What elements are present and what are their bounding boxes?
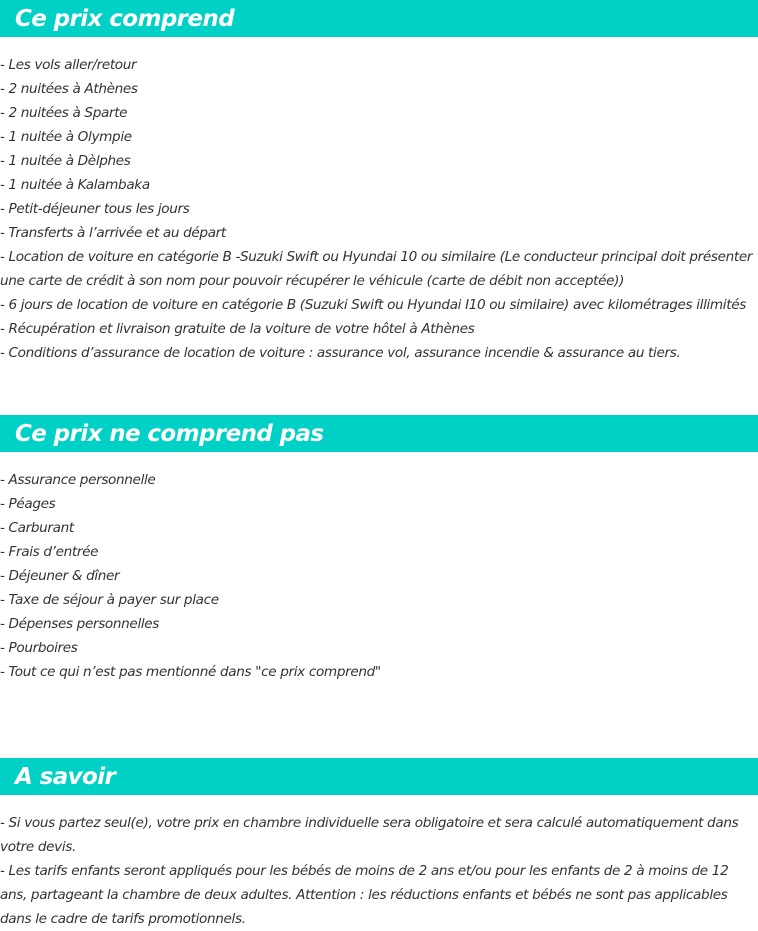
- list-item: - 1 nuitée à Dèlphes: [0, 153, 131, 169]
- included-section-header: [0, 0, 758, 37]
- good-to-know-paragraph: - Si vous partez seul(e), votre prix en chambre individuelle sera obligatoire et sera calculé automatiquement dans votre devis.: [0, 815, 739, 855]
- list-item: - 2 nuitées à Sparte: [0, 105, 128, 121]
- list-item: - Location de voiture en catégorie B -Suzuki Swift ou Hyundai 10 ou similaire (Le conducteur principal doit présenter une carte de crédit à son nom pour pouvoir récupérer le véhicule (carte de débit non acceptée)): [0, 249, 753, 289]
- list-item: - Les vols aller/retour: [0, 57, 137, 73]
- list-item: - Carburant: [0, 520, 74, 536]
- list-item: - Assurance personnelle: [0, 472, 156, 488]
- list-item: - Petit-déjeuner tous les jours: [0, 201, 190, 217]
- excluded-list: [0, 468, 758, 684]
- list-item: - 1 nuitée à Kalambaka: [0, 177, 150, 193]
- list-item: - Péages: [0, 496, 56, 512]
- list-item: - 6 jours de location de voiture en catégorie B (Suzuki Swift ou Hyundai I10 ou similaire) avec kilométrages illimités: [0, 297, 746, 313]
- list-item: - Conditions d’assurance de location de voiture : assurance vol, assurance incendie & assurance au tiers.: [0, 345, 681, 361]
- list-item: - Récupération et livraison gratuite de la voiture de votre hôtel à Athènes: [0, 321, 475, 337]
- list-item: - Dépenses personnelles: [0, 616, 160, 632]
- list-item: - 1 nuitée à Olympie: [0, 129, 132, 145]
- good-to-know-paragraph: - Les tarifs enfants seront appliqués pour les bébés de moins de 2 ans et/ou pour les enfants de 2 à moins de 12 ans, partageant la chambre de deux adultes. Attention : les réductions enfants et bébés ne sont pas applicables dans le cadre de tarifs promotionnels.: [0, 863, 729, 927]
- list-item: - Frais d’entrée: [0, 544, 99, 560]
- good-to-know-section-header: [0, 758, 758, 795]
- included-list: [0, 53, 758, 365]
- list-item: - Tout ce qui n’est pas mentionné dans "ce prix comprend": [0, 664, 381, 680]
- included-section-title: Ce prix comprend: [15, 5, 235, 32]
- list-item: - Pourboires: [0, 640, 78, 656]
- list-item: - Déjeuner & dîner: [0, 568, 120, 584]
- excluded-section-title: Ce prix ne comprend pas: [15, 420, 324, 447]
- list-item: - 2 nuitées à Athènes: [0, 81, 138, 97]
- good-to-know-section-title: A savoir: [15, 763, 116, 790]
- list-item: - Transferts à l’arrivée et au départ: [0, 225, 226, 241]
- excluded-section-header: [0, 415, 758, 452]
- list-item: - Taxe de séjour à payer sur place: [0, 592, 219, 608]
